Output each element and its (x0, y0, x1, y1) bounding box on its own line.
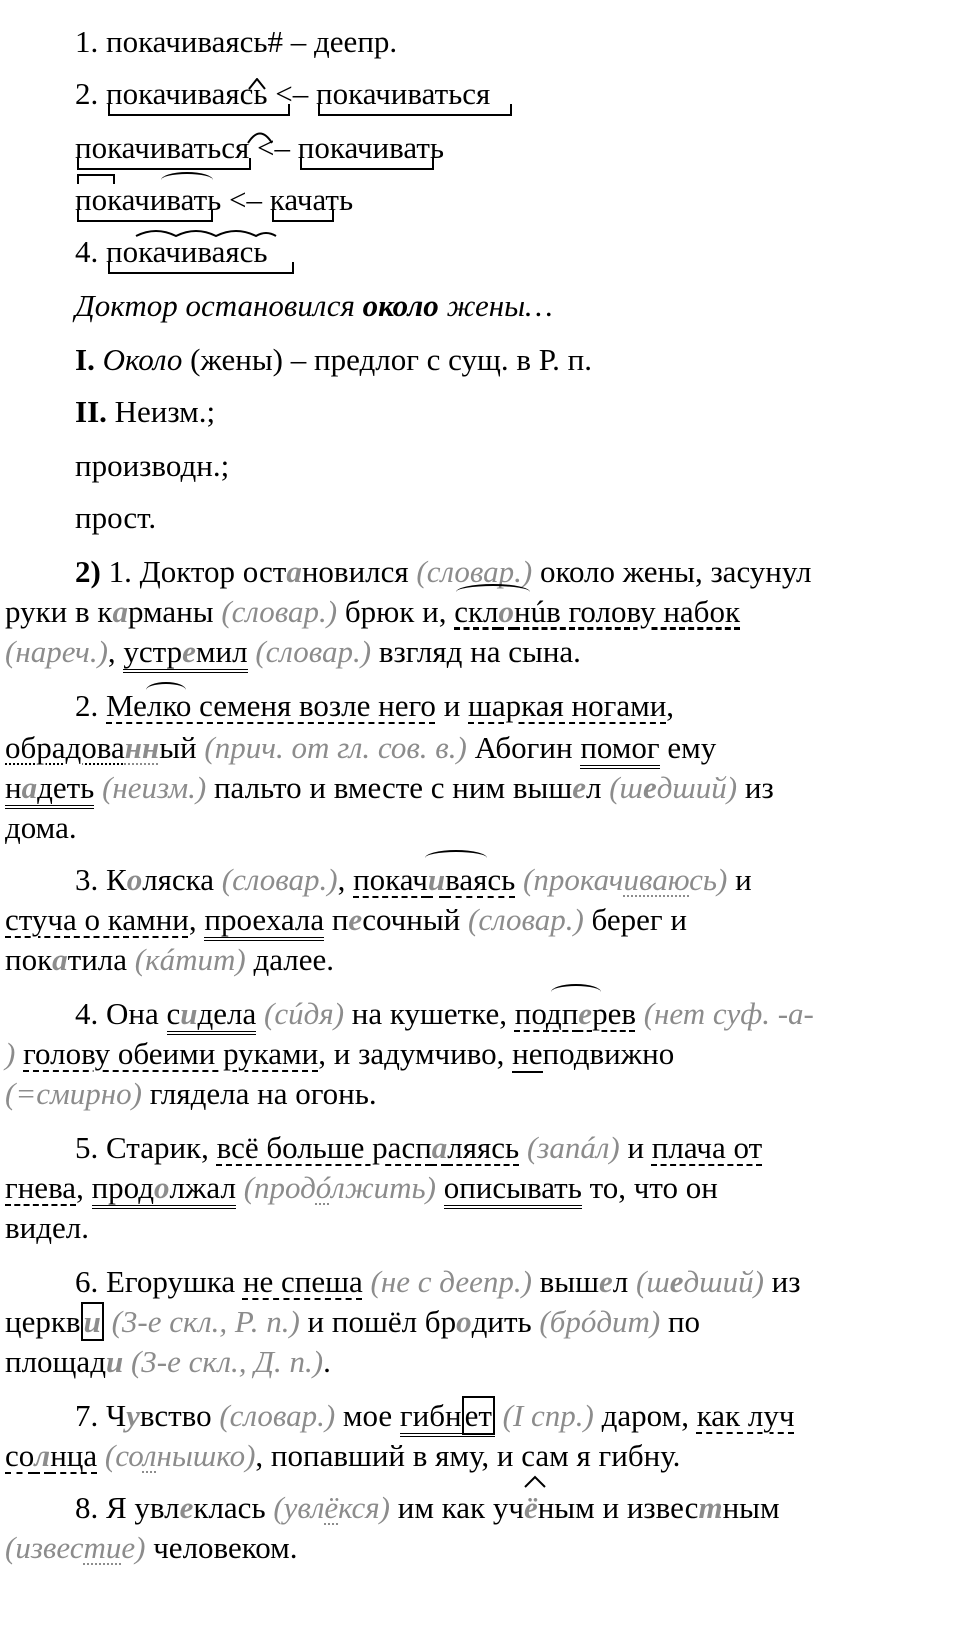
ex2-s1-line3: (нареч.), устремил (словар.) взгляд на сына. (5, 632, 581, 672)
analysis-line-9: производн.; (75, 448, 230, 483)
analysis-line-5: 4. покачиваясь (75, 232, 268, 272)
root-arc (456, 584, 530, 600)
ex2-s5-line2: гнева, продолжал (продóлжить) описывать то, что он (5, 1168, 718, 1208)
stem-bracket (77, 158, 251, 170)
ex2-s4-line2: ) голову обеими руками, и задумчиво, неподвижно (5, 1036, 675, 1071)
stem-bracket (300, 158, 434, 170)
comparison: солнца (5, 1438, 98, 1473)
adverbial-phrase: Мелко семеня возле него (106, 686, 436, 726)
ex2-s6-line3: площади (3-е скл., Д. п.). (5, 1344, 331, 1379)
analysis-line-10: прост. (75, 500, 157, 535)
ex2-s1-line1: 2) 1. Доктор остановился (словар.) около жены, засунул (75, 554, 812, 589)
postfix-arc-icon (247, 130, 273, 144)
prefix-arc (146, 682, 186, 698)
text: 1. покачиваясь# – деепр. (75, 24, 398, 59)
ex2-s2-line1: 2. Мелко семеня возле него и шаркая ногами, (75, 686, 674, 726)
ex2-s4-line3: (=смирно) глядела на огонь. (5, 1076, 377, 1111)
predicate: устремил (123, 634, 247, 673)
analysis-line-1 (75, 22, 397, 62)
adverbial-phrase: подперев (515, 994, 636, 1034)
word-pokachivatsya: покачиваться (316, 74, 490, 114)
ex2-s4-line1: 4. Она сидела (сúдя) на кушетке, подперев (нет суф. -а- (75, 994, 814, 1034)
predicate: продолжал (92, 1170, 236, 1209)
ex2-s2-line2: обрадованный (прич. от гл. сов. в.) Абогин помог ему (5, 728, 716, 768)
word-pokachivat: покачивать (298, 128, 444, 168)
analysis-item-I: I. Около (жены) – предлог с сущ. в Р. п. (75, 342, 592, 377)
ex2-s2-line3: надеть (неизм.) пальто и вместе с ним вышел (шедший) из (5, 768, 774, 808)
predicate: надеть (5, 770, 94, 809)
stem-bracket (318, 104, 512, 116)
analysis-line-4: покачивать <– качать (75, 180, 353, 220)
word-pokachivat-2: покачивать (75, 180, 221, 220)
prefix-bracket (77, 174, 115, 184)
ex2-s2-line4: дома. (5, 810, 77, 845)
ex2-s1-line2: руки в карманы (словар.) брюк и, склонúв голову набок (5, 592, 740, 632)
word-pokachivatsya-2: покачиваться (75, 128, 249, 168)
adverbial-phrase: всё больше распаляясь (216, 1130, 520, 1165)
word-kachat: качать (270, 180, 353, 220)
predicate: гибнет (400, 1398, 495, 1437)
suffix-arc (161, 172, 213, 188)
adverbial: покачиваясь (353, 860, 515, 900)
suffix-caret-icon (248, 78, 266, 90)
ex2-s3-line3: покатила (кáтит) далее. (5, 942, 334, 977)
adverbial-phrase: шаркая ногами (468, 688, 667, 723)
ex2-s5-line1: 5. Старик, всё больше распаляясь (запáл) и плача от (75, 1130, 763, 1165)
ending-box: ет (462, 1396, 495, 1435)
ex2-s6-line2: церкви (3-е скл., Р. п.) и пошёл бродить (брóдит) по (5, 1304, 701, 1339)
ex2-s7-line1: 7. Чувство (словар.) мое гибнет (I спр.) даром, как луч (75, 1396, 794, 1436)
ex2-s5-line3: видел. (5, 1210, 89, 1245)
ex2-s6-line1: 6. Егорушка не спеша (не с деепр.) вышел (шедший) из (75, 1264, 801, 1299)
ending-box: и (81, 1302, 104, 1341)
analysis-line-3: покачиваться <– покачивать (75, 128, 444, 168)
suffix-caret-icon (524, 1476, 546, 1488)
ex2-s7-line2: солнца (солнышко), попавший в яму, и сам я гибну. (5, 1438, 681, 1473)
ex2-s3-line1: 3. Коляска (словар.), покачиваясь (прокачиваюсь) и (75, 860, 752, 900)
suffix-arcs-icon (136, 226, 276, 238)
stem-bracket (108, 262, 294, 274)
root-arc (551, 984, 601, 1000)
text: 2. (75, 76, 106, 111)
suffix-mark-icon (247, 114, 265, 132)
suffix-mark-icon (248, 60, 266, 78)
participle-phrase: склонúв голову набок (454, 592, 740, 632)
suffix-arc (425, 850, 487, 866)
ex2-s8-line1: 8. Я увлеклась (увлёкся) им как уч ёным и известным (75, 1488, 780, 1528)
example-sentence: Доктор остановился около жены… (75, 288, 553, 323)
analysis-line-2: 2. покачиваясь <– покачиваться (75, 74, 490, 114)
ex2-s8-line2: (известие) человеком. (5, 1530, 298, 1565)
ex2-s3-line2: стуча о камни, проехала песочный (словар.) берег и (5, 900, 687, 940)
word-pokachivayas: покачиваясь (106, 74, 268, 114)
word-pokachivayas-2: покачиваясь (106, 232, 268, 272)
predicate: сидела (167, 996, 257, 1035)
stem-bracket (77, 210, 213, 222)
analysis-item-II: II. Неизм.; (75, 394, 216, 429)
stressed-vowel: ё (524, 1488, 538, 1528)
stem-bracket (272, 210, 334, 222)
